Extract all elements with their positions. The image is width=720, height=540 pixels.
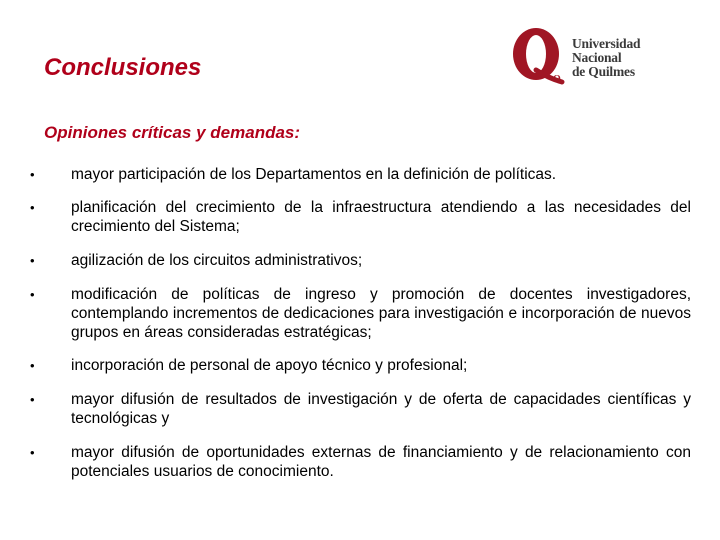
svg-text:Q: Q — [553, 74, 561, 85]
list-item-text: modificación de políticas de ingreso y promoción de docentes investigadores, contemplando incrementos de dedicaciones para investigación e incorporación de nuevos grupos en áreas consideradas estratégicas; — [71, 286, 691, 341]
list-item-text: planificación del crecimiento de la infraestructura atendiendo a las necesidades del crecimiento del Sistema; — [71, 199, 691, 235]
list-item-text: mayor participación de los Departamentos en la definición de políticas. — [71, 166, 557, 183]
bullet-icon: • — [30, 167, 35, 182]
logo-line-quilmes: de Quilmes — [572, 64, 635, 79]
university-name — [572, 37, 672, 79]
university-seal-icon — [508, 26, 570, 86]
bullet-icon: • — [30, 445, 35, 460]
bullet-icon: • — [30, 200, 35, 215]
list-item-text: mayor difusión de resultados de investigación y de oferta de capacidades científicas y tecnológicas y — [71, 391, 691, 427]
list-item-text: incorporación de personal de apoyo técnico y profesional; — [71, 357, 468, 374]
logo-line-universidad: Universidad — [572, 36, 641, 51]
slide-title: Conclusiones — [44, 54, 202, 81]
bullet-icon: • — [30, 287, 35, 302]
university-logo — [508, 26, 668, 86]
bullet-icon: • — [30, 392, 35, 407]
bullet-icon: • — [30, 253, 35, 268]
list-item-text: agilización de los circuitos administrativos; — [71, 252, 363, 269]
logo-line-nacional: Nacional — [572, 50, 622, 65]
slide-subtitle: Opiniones críticas y demandas: — [44, 123, 301, 142]
bullet-icon: • — [30, 358, 35, 373]
list-item-text: mayor difusión de oportunidades externas de financiamiento y de relacionamiento con potenciales usuarios de conocimiento. — [71, 444, 691, 480]
